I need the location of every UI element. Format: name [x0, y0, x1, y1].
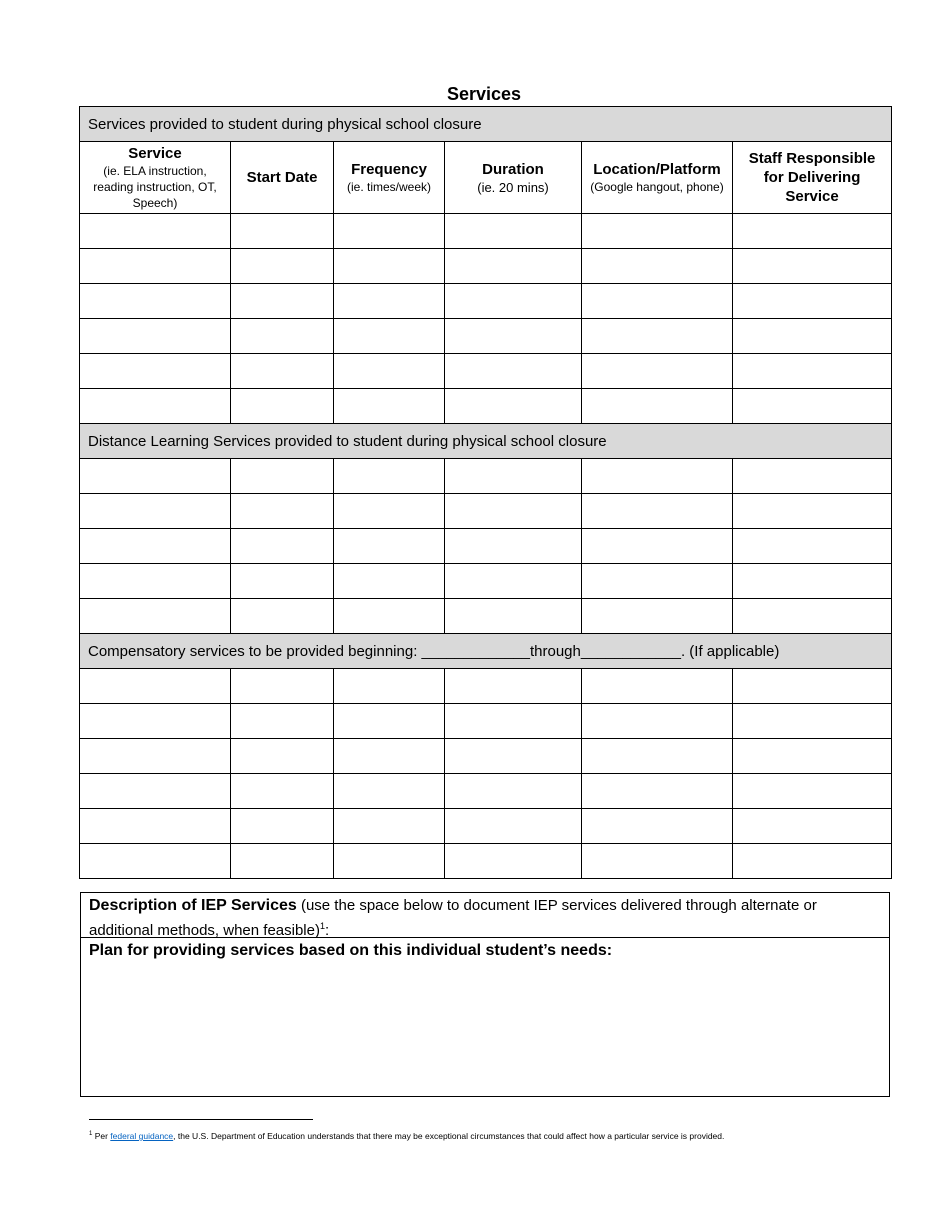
- table-cell[interactable]: [334, 249, 445, 284]
- table-cell[interactable]: [582, 529, 733, 564]
- table-cell[interactable]: [733, 529, 892, 564]
- column-title: Service: [128, 145, 182, 162]
- column-header-frequency: [334, 142, 445, 214]
- table-cell[interactable]: [445, 319, 582, 354]
- column-header-location: [582, 142, 733, 214]
- table-cell[interactable]: [334, 459, 445, 494]
- column-subtitle: (ie. ELA instruction, reading instruction, OT, Speech): [93, 164, 217, 210]
- table-cell[interactable]: [334, 599, 445, 634]
- footnote-prefix: Per: [92, 1130, 111, 1141]
- services-table: [79, 106, 892, 879]
- footnote: [89, 1128, 724, 1142]
- table-cell[interactable]: [582, 459, 733, 494]
- table-row: [80, 284, 892, 319]
- table-cell[interactable]: [231, 739, 334, 774]
- table-row: [80, 669, 892, 704]
- table-cell[interactable]: [733, 564, 892, 599]
- iep-description-text: (use the space below to document IEP services delivered through alternate or additional methods, when feasible): [89, 897, 817, 939]
- table-cell[interactable]: [582, 669, 733, 704]
- table-cell[interactable]: [334, 844, 445, 879]
- table-row: [80, 809, 892, 844]
- table-cell[interactable]: [231, 669, 334, 704]
- table-cell[interactable]: [445, 704, 582, 739]
- table-cell[interactable]: [733, 249, 892, 284]
- table-cell[interactable]: [445, 354, 582, 389]
- table-cell[interactable]: [334, 739, 445, 774]
- table-cell[interactable]: [733, 599, 892, 634]
- table-cell[interactable]: [231, 284, 334, 319]
- table-cell[interactable]: [231, 844, 334, 879]
- table-cell[interactable]: [334, 284, 445, 319]
- table-cell[interactable]: [80, 249, 231, 284]
- table-cell[interactable]: [80, 564, 231, 599]
- table-cell[interactable]: [582, 214, 733, 249]
- column-title: Frequency: [351, 161, 427, 178]
- column-header-start-date: [231, 142, 334, 214]
- table-row: [80, 249, 892, 284]
- table-cell[interactable]: [231, 494, 334, 529]
- table-cell[interactable]: [334, 319, 445, 354]
- table-cell[interactable]: [733, 774, 892, 809]
- table-cell[interactable]: [445, 389, 582, 424]
- table-cell[interactable]: [231, 214, 334, 249]
- table-cell[interactable]: [445, 739, 582, 774]
- column-title: Staff Responsible for Delivering Service: [748, 150, 876, 205]
- section-label: Compensatory services to be provided beginning: _____________through____________. (If applicable): [80, 634, 892, 669]
- plan-field[interactable]: [81, 938, 889, 964]
- column-title: Start Date: [246, 169, 318, 186]
- table-cell[interactable]: [231, 599, 334, 634]
- iep-description-colon: :: [325, 922, 330, 939]
- column-subtitle: (ie. 20 mins): [477, 179, 549, 195]
- table-cell[interactable]: [80, 774, 231, 809]
- table-cell[interactable]: [80, 354, 231, 389]
- table-cell[interactable]: [733, 809, 892, 844]
- table-cell[interactable]: [733, 354, 892, 389]
- table-cell[interactable]: [582, 704, 733, 739]
- table-cell[interactable]: [445, 809, 582, 844]
- table-cell[interactable]: [80, 284, 231, 319]
- column-header-staff: [733, 142, 892, 214]
- table-row: [80, 564, 892, 599]
- table-cell[interactable]: [445, 564, 582, 599]
- table-cell[interactable]: [80, 389, 231, 424]
- table-cell[interactable]: [80, 809, 231, 844]
- table-cell[interactable]: [80, 214, 231, 249]
- table-cell[interactable]: [80, 704, 231, 739]
- table-cell[interactable]: [582, 319, 733, 354]
- table-cell[interactable]: [231, 354, 334, 389]
- column-title: Duration: [482, 160, 544, 178]
- table-cell[interactable]: [334, 704, 445, 739]
- table-cell[interactable]: [334, 214, 445, 249]
- plan-label: Plan for providing services based on this individual student’s needs:: [89, 942, 613, 959]
- table-cell[interactable]: [733, 704, 892, 739]
- table-cell[interactable]: [582, 249, 733, 284]
- table-cell[interactable]: [733, 844, 892, 879]
- table-row: [80, 459, 892, 494]
- table-cell[interactable]: [334, 529, 445, 564]
- section-row-compensatory: [80, 634, 892, 669]
- section-label: Distance Learning Services provided to student during physical school closure: [80, 424, 892, 459]
- table-cell[interactable]: [334, 564, 445, 599]
- table-cell[interactable]: [334, 809, 445, 844]
- table-cell[interactable]: [733, 459, 892, 494]
- page-title: Services: [446, 84, 522, 104]
- table-cell[interactable]: [445, 249, 582, 284]
- table-cell[interactable]: [334, 389, 445, 424]
- table-cell[interactable]: [582, 739, 733, 774]
- footnote-text: , the U.S. Department of Education understands that there may be exceptional circumstances that could affect how a particular service is provided.: [173, 1130, 725, 1141]
- table-cell[interactable]: [582, 599, 733, 634]
- section-row-distance-learning: [80, 424, 892, 459]
- table-cell[interactable]: [582, 564, 733, 599]
- table-cell[interactable]: [231, 389, 334, 424]
- table-cell[interactable]: [445, 669, 582, 704]
- section-row-closure: [80, 107, 892, 142]
- table-cell[interactable]: [582, 809, 733, 844]
- table-cell[interactable]: [445, 774, 582, 809]
- table-cell[interactable]: [582, 774, 733, 809]
- table-header-row: [80, 142, 892, 214]
- table-row: [80, 389, 892, 424]
- table-row: [80, 529, 892, 564]
- table-cell[interactable]: [80, 319, 231, 354]
- table-cell[interactable]: [733, 214, 892, 249]
- table-row: [80, 844, 892, 879]
- table-cell[interactable]: [80, 529, 231, 564]
- table-cell[interactable]: [582, 354, 733, 389]
- table-cell[interactable]: [231, 319, 334, 354]
- table-cell[interactable]: [231, 704, 334, 739]
- table-row: [80, 319, 892, 354]
- table-cell[interactable]: [445, 494, 582, 529]
- table-cell[interactable]: [445, 599, 582, 634]
- section-label: Services provided to student during physical school closure: [80, 107, 892, 142]
- table-row: [80, 774, 892, 809]
- table-cell[interactable]: [582, 389, 733, 424]
- table-cell[interactable]: [334, 354, 445, 389]
- table-cell[interactable]: [231, 459, 334, 494]
- table-cell[interactable]: [733, 669, 892, 704]
- column-title: Location/Platform: [593, 161, 721, 178]
- iep-description-heading: Description of IEP Services: [89, 897, 297, 914]
- table-cell[interactable]: [445, 214, 582, 249]
- table-cell[interactable]: [231, 249, 334, 284]
- table-row: [80, 214, 892, 249]
- table-cell[interactable]: [445, 284, 582, 319]
- table-cell[interactable]: [733, 739, 892, 774]
- table-cell[interactable]: [445, 459, 582, 494]
- table-cell[interactable]: [445, 844, 582, 879]
- table-cell[interactable]: [80, 739, 231, 774]
- table-cell[interactable]: [733, 389, 892, 424]
- table-cell[interactable]: [334, 494, 445, 529]
- footnote-number: 1: [89, 1131, 93, 1137]
- column-subtitle: (ie. times/week): [346, 180, 432, 194]
- table-cell[interactable]: [733, 494, 892, 529]
- table-cell[interactable]: [733, 319, 892, 354]
- iep-description-box: [80, 892, 890, 1097]
- table-cell[interactable]: [231, 564, 334, 599]
- table-cell[interactable]: [80, 669, 231, 704]
- table-cell[interactable]: [231, 809, 334, 844]
- table-cell[interactable]: [334, 669, 445, 704]
- table-cell[interactable]: [733, 284, 892, 319]
- column-header-duration: [445, 142, 582, 214]
- table-row: [80, 739, 892, 774]
- table-cell[interactable]: [231, 529, 334, 564]
- table-cell[interactable]: [80, 494, 231, 529]
- iep-description-header: [81, 893, 889, 938]
- table-cell[interactable]: [80, 599, 231, 634]
- table-cell[interactable]: [582, 494, 733, 529]
- table-cell[interactable]: [582, 284, 733, 319]
- table-row: [80, 494, 892, 529]
- table-cell[interactable]: [80, 459, 231, 494]
- table-cell[interactable]: [231, 774, 334, 809]
- table-cell[interactable]: [334, 774, 445, 809]
- table-cell[interactable]: [80, 844, 231, 879]
- table-row: [80, 704, 892, 739]
- footnote-divider: [89, 1119, 313, 1120]
- footnote-ref: 1: [319, 921, 325, 931]
- federal-guidance-link[interactable]: federal guidance: [110, 1130, 174, 1141]
- column-subtitle: (Google hangout, phone): [590, 180, 724, 194]
- table-cell[interactable]: [445, 529, 582, 564]
- table-row: [80, 599, 892, 634]
- table-row: [80, 354, 892, 389]
- column-header-service: [80, 142, 231, 214]
- table-cell[interactable]: [582, 844, 733, 879]
